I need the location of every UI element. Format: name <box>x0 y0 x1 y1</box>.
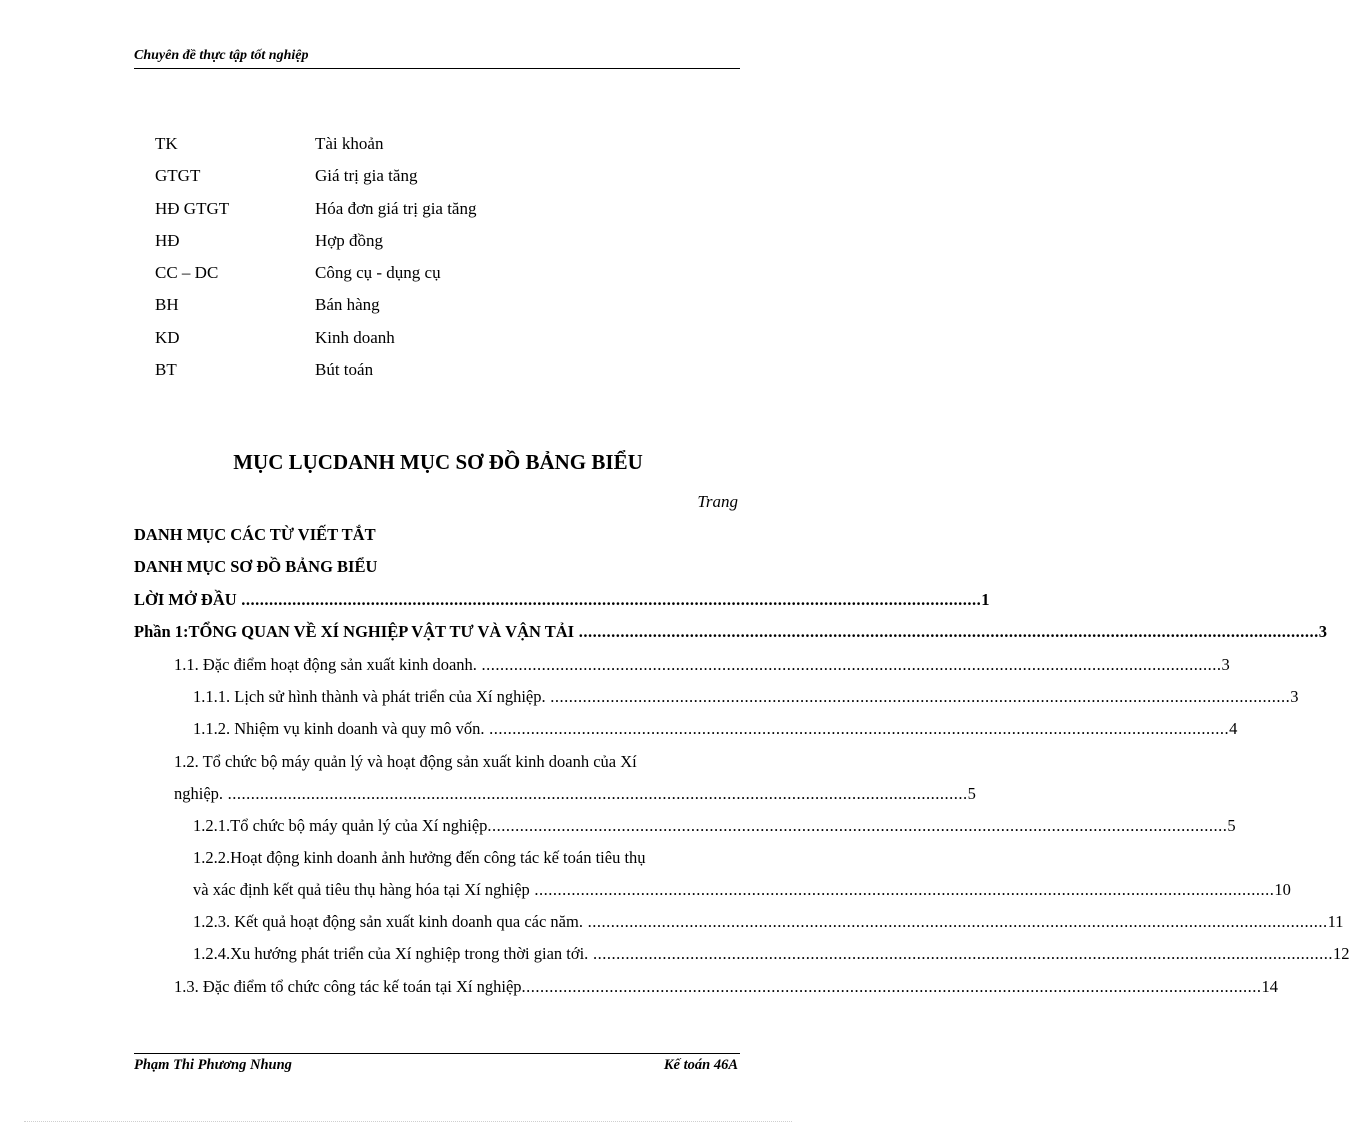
toc-entry[interactable] <box>174 975 1279 999</box>
toc-entry-page: 11 <box>1327 912 1344 931</box>
toc-entry-text: 1.2.1.Tổ chức bộ máy quản lý của Xí nghiệp <box>193 816 488 835</box>
abbreviation-code: HĐ GTGT <box>155 198 230 218</box>
toc-dot-leader: ................................................................................................................................................................ <box>574 622 1319 641</box>
toc-entry[interactable] <box>193 814 1236 838</box>
page-bottom-edge <box>24 1121 792 1122</box>
abbreviation-code: HĐ <box>155 230 180 250</box>
toc-dot-leader: ................................................................................................................................................................ <box>521 977 1262 996</box>
toc-entry[interactable] <box>193 942 1349 966</box>
toc-entry-text: LỜI MỞ ĐẦU <box>134 590 237 609</box>
toc-entry-page: 4 <box>1229 719 1238 738</box>
toc-entry[interactable] <box>134 588 990 612</box>
abbreviation-meaning: Hóa đơn giá trị gia tăng <box>315 198 477 218</box>
toc-entry[interactable] <box>134 523 376 547</box>
toc-entry-text: 1.1.2. Nhiệm vụ kinh doanh và quy mô vốn. <box>193 719 485 738</box>
toc-entry[interactable] <box>193 717 1238 741</box>
toc-dot-leader: ................................................................................................................................................................ <box>236 590 982 609</box>
toc-dot-leader: ................................................................................................................................................................ <box>545 687 1291 706</box>
toc-dot-leader: ................................................................................................................................................................ <box>484 719 1230 738</box>
toc-entry-continuation[interactable] <box>193 878 1291 902</box>
toc-entry[interactable] <box>193 910 1344 934</box>
toc-dot-leader: ................................................................................................................................................................ <box>487 816 1228 835</box>
toc-entry-text: DANH MỤC SƠ ĐỒ BẢNG BIỂU <box>134 557 378 576</box>
toc-entry-text: 1.1.1. Lịch sử hình thành và phát triển của Xí nghiệp. <box>193 687 546 706</box>
abbreviation-code: TK <box>155 134 178 153</box>
toc-title: MỤC LỤCDANH MỤC SƠ ĐỒ BẢNG BIỂU <box>233 450 643 474</box>
toc-entry-page: 10 <box>1274 880 1291 899</box>
toc-entry[interactable] <box>134 555 377 579</box>
toc-entry-page: 3 <box>1290 687 1299 706</box>
toc-dot-leader: ................................................................................................................................................................ <box>588 944 1333 963</box>
abbreviation-meaning: Giá trị gia tăng <box>315 166 418 186</box>
toc-dot-leader: ................................................................................................................................................................ <box>582 912 1328 931</box>
toc-entry-text: 1.2.4.Xu hướng phát triển của Xí nghiệp trong thời gian tới. <box>193 944 589 963</box>
toc-entry-page: 5 <box>967 784 976 803</box>
abbreviation-code: CC – DC <box>155 263 219 283</box>
toc-entry[interactable] <box>193 846 646 870</box>
toc-entry-text: và xác định kết quả tiêu thụ hàng hóa tại Xí nghiệp <box>193 880 530 899</box>
toc-entry-page: 3 <box>1318 622 1327 641</box>
toc-entry-text: 1.1. Đặc điểm hoạt động sản xuất kinh doanh. <box>174 655 477 674</box>
abbreviation-code: KD <box>155 327 180 347</box>
abbreviation-code: BH <box>155 295 179 315</box>
toc-entry-text: 1.3. Đặc điểm tổ chức công tác kế toán tại Xí nghiệp <box>174 977 522 996</box>
page-header-title: Chuyên đề thực tập tốt nghiệp <box>134 48 309 63</box>
abbreviation-meaning: Hợp đồng <box>315 230 384 250</box>
toc-entry-text: Phần 1:TỔNG QUAN VỀ XÍ NGHIỆP VẬT TƯ VÀ VẬN TẢI <box>134 622 575 641</box>
abbreviation-meaning: Tài khoản <box>315 134 384 153</box>
toc-entry-text: nghiệp. <box>174 784 224 803</box>
toc-entry-text: 1.2. Tổ chức bộ máy quản lý và hoạt động sản xuất kinh doanh của Xí <box>174 752 637 771</box>
toc-dot-leader: ................................................................................................................................................................ <box>529 880 1275 899</box>
toc-entry-page: 12 <box>1332 944 1349 963</box>
footer-divider <box>134 1053 740 1054</box>
footer-author: Phạm Thi Phương Nhung <box>134 1057 292 1073</box>
abbreviation-meaning: Bút toán <box>315 360 374 380</box>
toc-entry-text: DANH MỤC CÁC TỪ VIẾT TẮT <box>134 525 376 544</box>
toc-entry-text: 1.2.2.Hoạt động kinh doanh ảnh hưởng đến công tác kế toán tiêu thụ <box>193 848 646 867</box>
abbreviation-meaning: Bán hàng <box>315 295 380 315</box>
toc-entry-page: 5 <box>1227 816 1236 835</box>
toc-entry-page: 3 <box>1221 655 1230 674</box>
footer-class: Kế toán 46A <box>663 1057 738 1073</box>
toc-dot-leader: ................................................................................................................................................................ <box>223 784 968 803</box>
toc-page-column-label: Trang <box>697 492 738 511</box>
toc-entry-continuation[interactable] <box>174 782 976 806</box>
abbreviation-meaning: Kinh doanh <box>315 327 395 347</box>
toc-entry[interactable] <box>174 750 637 774</box>
toc-entry-text: 1.2.3. Kết quả hoạt động sản xuất kinh doanh qua các năm. <box>193 912 583 931</box>
toc-entry[interactable] <box>134 620 1327 644</box>
abbreviation-meaning: Công cụ - dụng cụ <box>315 263 441 283</box>
abbreviation-code: BT <box>155 360 177 380</box>
toc-entry-page: 1 <box>981 590 990 609</box>
toc-entry-page: 14 <box>1261 977 1279 996</box>
toc-dot-leader: ................................................................................................................................................................ <box>476 655 1222 674</box>
toc-entry[interactable] <box>174 653 1230 677</box>
toc-entry[interactable] <box>193 685 1299 709</box>
abbreviation-code: GTGT <box>155 166 201 186</box>
header-divider <box>134 68 740 69</box>
